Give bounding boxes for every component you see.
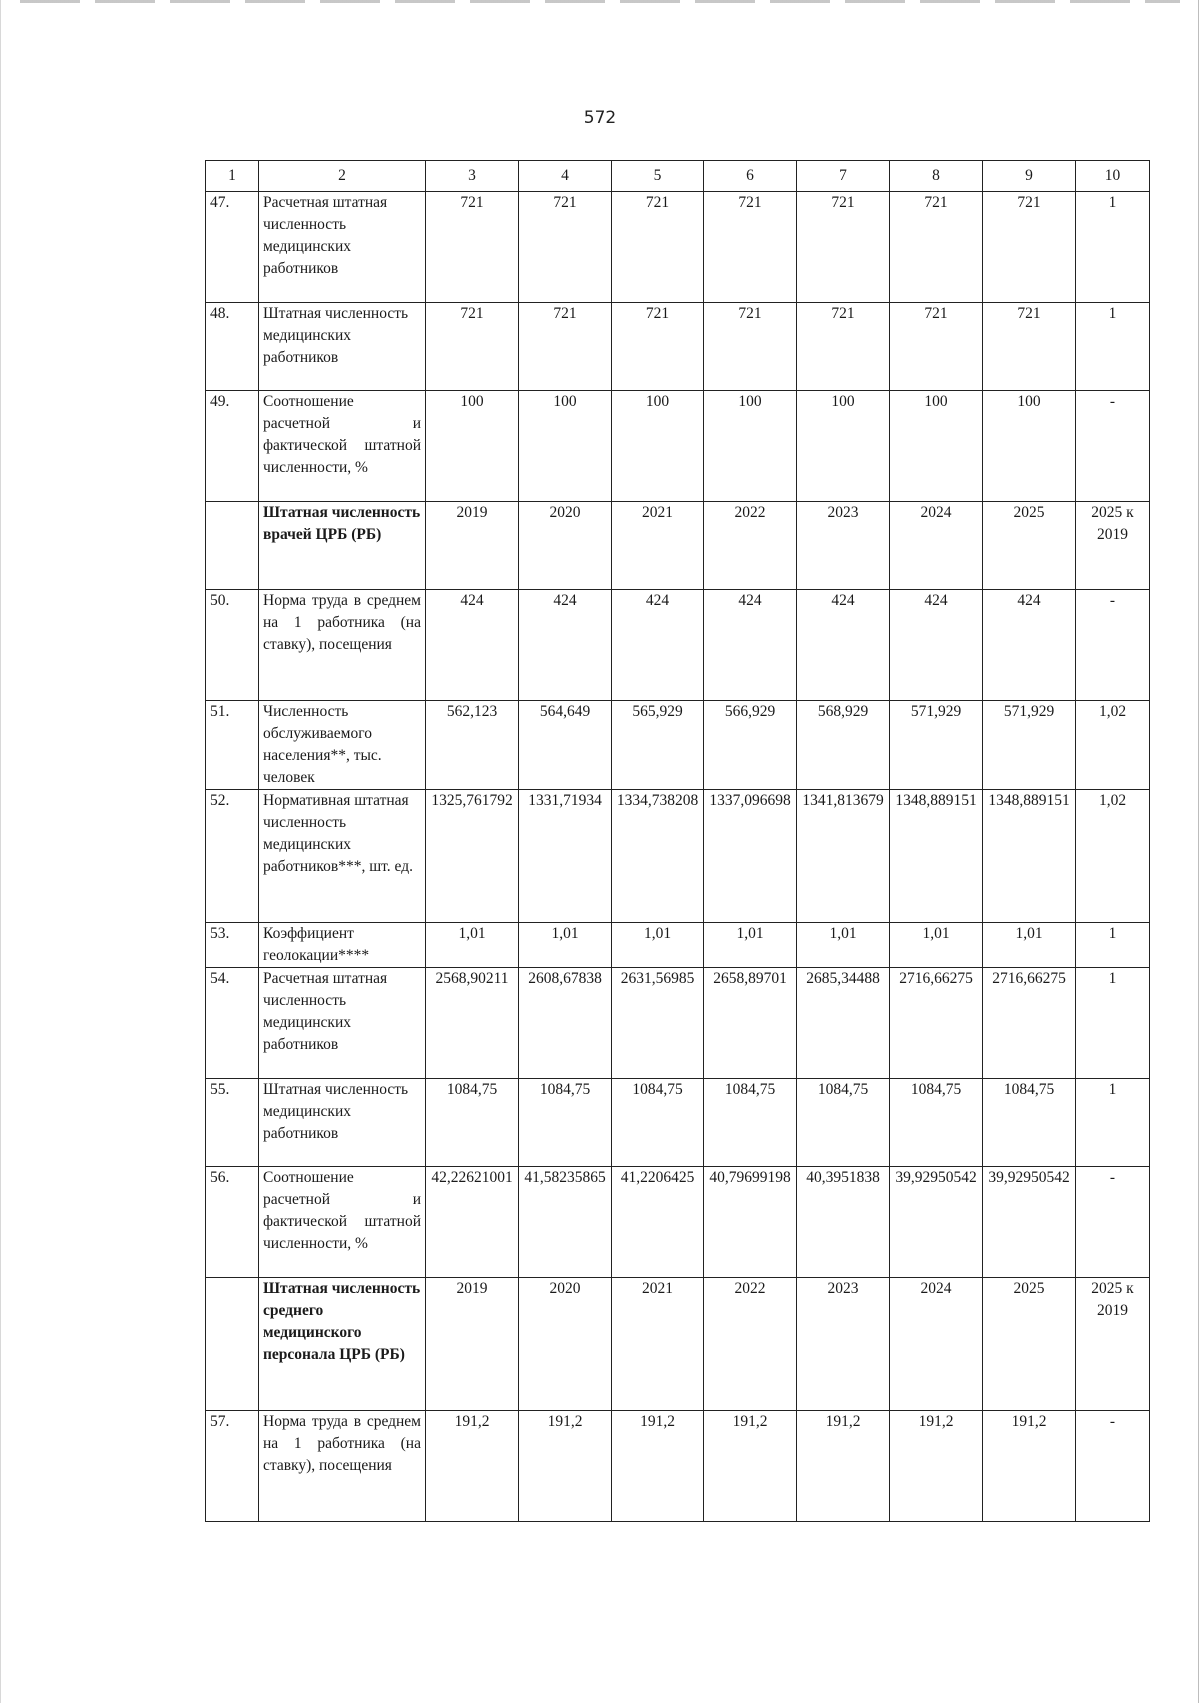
col-header: 2 — [259, 161, 426, 192]
row-label: Соотношение расчетной и фактической штатной численности, % — [259, 1167, 426, 1278]
value-cell: 2019 — [426, 1278, 519, 1411]
table-row — [206, 1079, 1150, 1167]
value-cell: 571,929 — [890, 701, 983, 790]
row-label: Расчетная штатная численность медицинских работников — [259, 968, 426, 1079]
value-cell: 191,2 — [983, 1411, 1076, 1522]
table-row — [206, 701, 1150, 790]
value-cell: 191,2 — [704, 1411, 797, 1522]
value-cell: - — [1076, 391, 1150, 502]
value-cell: 565,929 — [612, 701, 704, 790]
value-cell: 1084,75 — [797, 1079, 890, 1167]
value-cell: 39,92950542 — [890, 1167, 983, 1278]
value-cell: 2023 — [797, 502, 890, 590]
row-number: 52. — [206, 790, 259, 923]
value-cell: 1,02 — [1076, 790, 1150, 923]
page-number: 572 — [583, 108, 617, 128]
row-label: Коэффициент геолокации**** — [259, 923, 426, 968]
row-number: 53. — [206, 923, 259, 968]
row-label: Расчетная штатная численность медицинских работников — [259, 192, 426, 303]
value-cell: 1331,71934 — [519, 790, 612, 923]
col-header: 7 — [797, 161, 890, 192]
value-cell: 721 — [426, 192, 519, 303]
value-cell: 721 — [704, 303, 797, 391]
table-row — [206, 391, 1150, 502]
value-cell: 1 — [1076, 192, 1150, 303]
value-cell: 2716,66275 — [983, 968, 1076, 1079]
value-cell: 42,22621001 — [426, 1167, 519, 1278]
value-cell: 100 — [890, 391, 983, 502]
value-cell: 2024 — [890, 1278, 983, 1411]
value-cell: 566,929 — [704, 701, 797, 790]
data-table — [205, 160, 1150, 1522]
row-number: 48. — [206, 303, 259, 391]
row-label: Норма труда в среднем на 1 работника (на ставку), посещения — [259, 590, 426, 701]
row-number: 56. — [206, 1167, 259, 1278]
value-cell: 1084,75 — [890, 1079, 983, 1167]
value-cell: 2019 — [426, 502, 519, 590]
row-label: Штатная численность среднего медицинского персонала ЦРБ (РБ) — [259, 1278, 426, 1411]
value-cell: 1334,738208 — [612, 790, 704, 923]
value-cell: 191,2 — [426, 1411, 519, 1522]
value-cell: - — [1076, 1167, 1150, 1278]
value-cell: 2685,34488 — [797, 968, 890, 1079]
value-cell: 721 — [704, 192, 797, 303]
value-cell: 721 — [983, 192, 1076, 303]
row-label: Штатная численность врачей ЦРБ (РБ) — [259, 502, 426, 590]
value-cell: 2022 — [704, 1278, 797, 1411]
row-label: Соотношение расчетной и фактической штатной численности, % — [259, 391, 426, 502]
value-cell: 100 — [612, 391, 704, 502]
row-label: Нормативная штатная численность медицинских работников***, шт. ед. — [259, 790, 426, 923]
table-row — [206, 790, 1150, 923]
value-cell: 2024 — [890, 502, 983, 590]
row-number — [206, 1278, 259, 1411]
value-cell: - — [1076, 1411, 1150, 1522]
col-header: 6 — [704, 161, 797, 192]
value-cell: 424 — [983, 590, 1076, 701]
value-cell: 721 — [797, 303, 890, 391]
value-cell: 721 — [983, 303, 1076, 391]
col-header: 3 — [426, 161, 519, 192]
column-number-row — [206, 161, 1150, 192]
value-cell: 2608,67838 — [519, 968, 612, 1079]
row-number — [206, 502, 259, 590]
value-cell: 100 — [426, 391, 519, 502]
value-cell: 721 — [612, 303, 704, 391]
value-cell: 1325,761792 — [426, 790, 519, 923]
value-cell: 562,123 — [426, 701, 519, 790]
value-cell: 2020 — [519, 1278, 612, 1411]
table-row — [206, 192, 1150, 303]
value-cell: 721 — [890, 192, 983, 303]
value-cell: 424 — [426, 590, 519, 701]
row-label: Норма труда в среднем на 1 работника (на ставку), посещения — [259, 1411, 426, 1522]
value-cell: 1,01 — [612, 923, 704, 968]
value-cell: 41,2206425 — [612, 1167, 704, 1278]
value-cell: 424 — [704, 590, 797, 701]
value-cell: 721 — [797, 192, 890, 303]
value-cell: 1348,889151 — [890, 790, 983, 923]
table-row — [206, 1411, 1150, 1522]
value-cell: 191,2 — [890, 1411, 983, 1522]
value-cell: 2025 — [983, 1278, 1076, 1411]
value-cell: 40,3951838 — [797, 1167, 890, 1278]
value-cell: 2023 — [797, 1278, 890, 1411]
table-row — [206, 923, 1150, 968]
row-number: 47. — [206, 192, 259, 303]
value-cell: 191,2 — [797, 1411, 890, 1522]
col-header: 8 — [890, 161, 983, 192]
value-cell: 1,02 — [1076, 701, 1150, 790]
row-number: 54. — [206, 968, 259, 1079]
value-cell: - — [1076, 590, 1150, 701]
value-cell: 1 — [1076, 923, 1150, 968]
value-cell: 1 — [1076, 968, 1150, 1079]
value-cell: 1,01 — [797, 923, 890, 968]
value-cell: 100 — [704, 391, 797, 502]
value-cell: 564,649 — [519, 701, 612, 790]
row-number: 50. — [206, 590, 259, 701]
value-cell: 721 — [519, 303, 612, 391]
value-cell: 721 — [612, 192, 704, 303]
section-header-row — [206, 1278, 1150, 1411]
table-row — [206, 590, 1150, 701]
value-cell: 2631,56985 — [612, 968, 704, 1079]
value-cell: 1,01 — [426, 923, 519, 968]
value-cell: 41,58235865 — [519, 1167, 612, 1278]
value-cell: 100 — [983, 391, 1076, 502]
value-cell: 191,2 — [519, 1411, 612, 1522]
row-number: 51. — [206, 701, 259, 790]
value-cell: 721 — [426, 303, 519, 391]
row-number: 57. — [206, 1411, 259, 1522]
col-header: 4 — [519, 161, 612, 192]
row-label: Штатная численность медицинских работников — [259, 303, 426, 391]
value-cell: 424 — [797, 590, 890, 701]
value-cell: 1,01 — [519, 923, 612, 968]
table-row — [206, 968, 1150, 1079]
value-cell: 2025 к 2019 — [1076, 1278, 1150, 1411]
value-cell: 1 — [1076, 1079, 1150, 1167]
value-cell: 1 — [1076, 303, 1150, 391]
value-cell: 424 — [519, 590, 612, 701]
col-header: 10 — [1076, 161, 1150, 192]
row-number: 55. — [206, 1079, 259, 1167]
value-cell: 1348,889151 — [983, 790, 1076, 923]
table-row — [206, 303, 1150, 391]
value-cell: 1341,813679 — [797, 790, 890, 923]
value-cell: 2716,66275 — [890, 968, 983, 1079]
value-cell: 721 — [890, 303, 983, 391]
row-number: 49. — [206, 391, 259, 502]
value-cell: 721 — [519, 192, 612, 303]
value-cell: 2021 — [612, 1278, 704, 1411]
value-cell: 1084,75 — [519, 1079, 612, 1167]
value-cell: 1,01 — [704, 923, 797, 968]
value-cell: 100 — [519, 391, 612, 502]
value-cell: 1,01 — [890, 923, 983, 968]
value-cell: 100 — [797, 391, 890, 502]
col-header: 1 — [206, 161, 259, 192]
col-header: 9 — [983, 161, 1076, 192]
value-cell: 2568,90211 — [426, 968, 519, 1079]
value-cell: 1,01 — [983, 923, 1076, 968]
value-cell: 424 — [890, 590, 983, 701]
row-label: Штатная численность медицинских работников — [259, 1079, 426, 1167]
value-cell: 2025 к 2019 — [1076, 502, 1150, 590]
scan-artifact — [20, 0, 1180, 3]
value-cell: 1084,75 — [983, 1079, 1076, 1167]
value-cell: 40,79699198 — [704, 1167, 797, 1278]
section-header-row — [206, 502, 1150, 590]
col-header: 5 — [612, 161, 704, 192]
table-row — [206, 1167, 1150, 1278]
value-cell: 1084,75 — [426, 1079, 519, 1167]
value-cell: 2021 — [612, 502, 704, 590]
value-cell: 1084,75 — [704, 1079, 797, 1167]
value-cell: 39,92950542 — [983, 1167, 1076, 1278]
value-cell: 571,929 — [983, 701, 1076, 790]
value-cell: 191,2 — [612, 1411, 704, 1522]
value-cell: 2020 — [519, 502, 612, 590]
value-cell: 1337,096698 — [704, 790, 797, 923]
value-cell: 1084,75 — [612, 1079, 704, 1167]
row-label: Численность обслуживаемого населения**, тыс. человек — [259, 701, 426, 790]
value-cell: 2022 — [704, 502, 797, 590]
value-cell: 2025 — [983, 502, 1076, 590]
value-cell: 424 — [612, 590, 704, 701]
value-cell: 568,929 — [797, 701, 890, 790]
value-cell: 2658,89701 — [704, 968, 797, 1079]
